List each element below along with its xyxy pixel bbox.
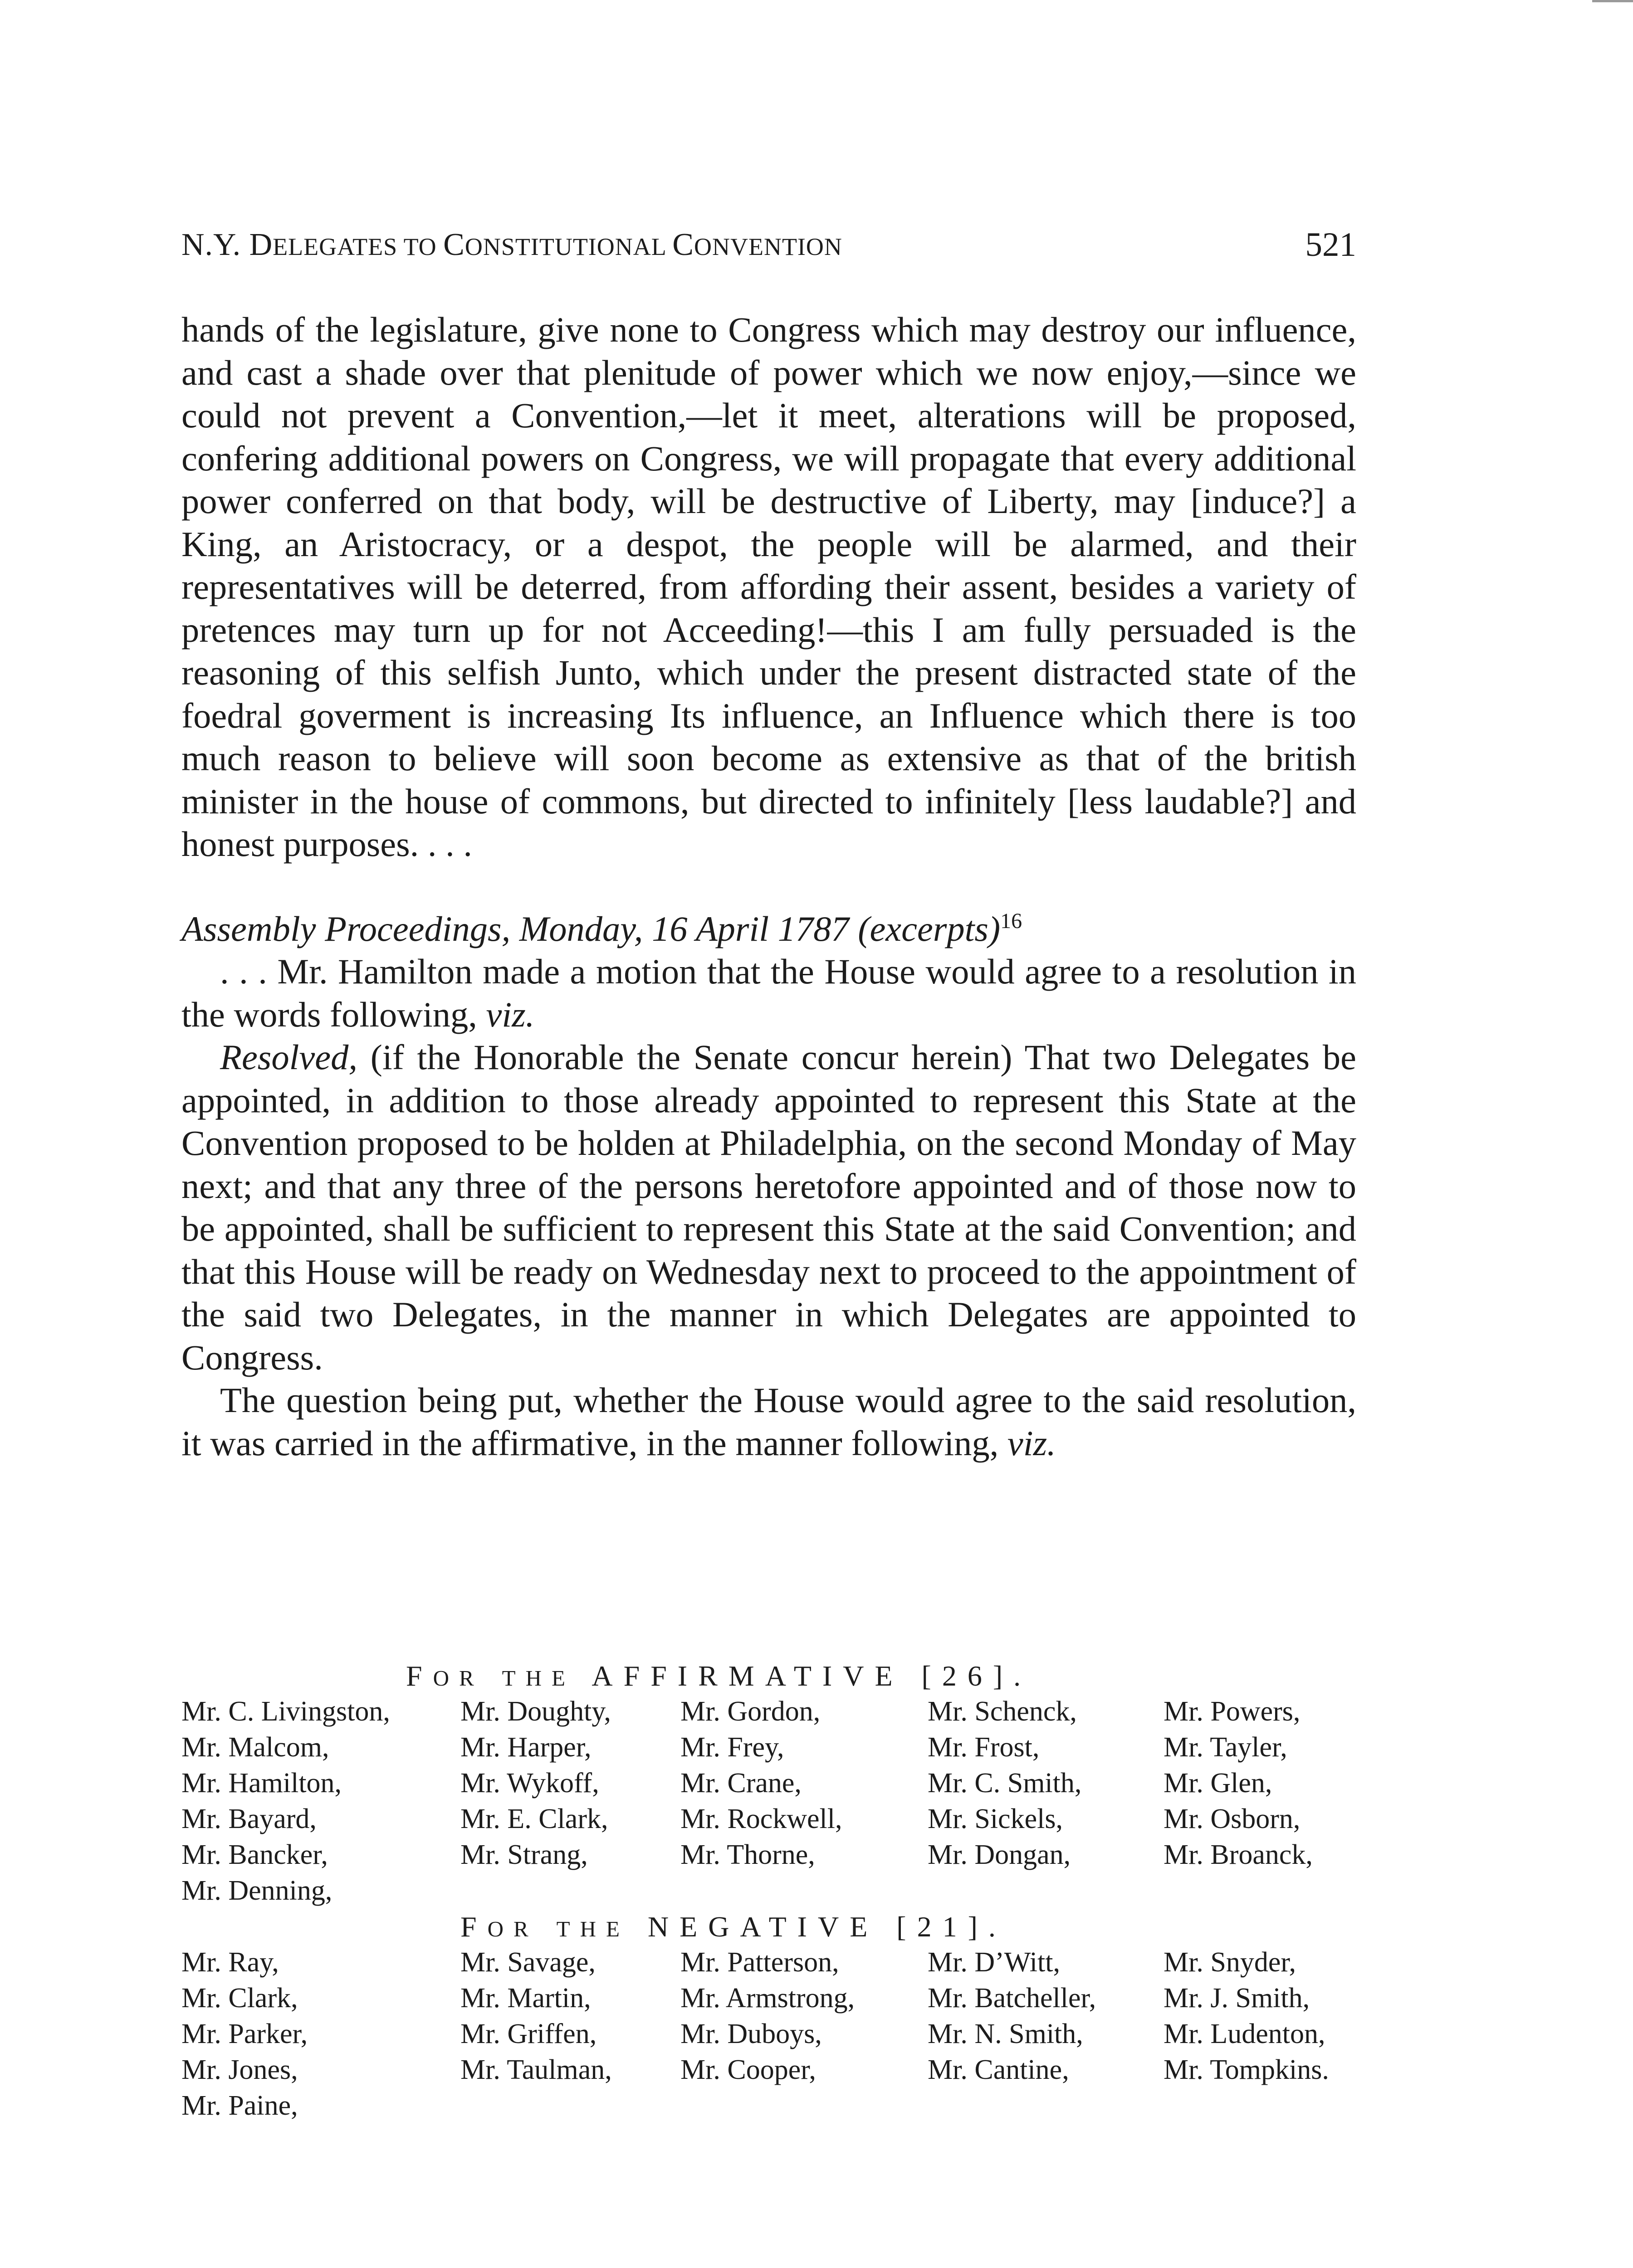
affirmative-name: Mr. Harper, bbox=[460, 1732, 592, 1763]
negative-column-4 bbox=[928, 1945, 1096, 2088]
section-heading: Assembly Proceedings, Monday, 16 April 1787 (excerpts)$^{16}$ bbox=[181, 909, 1022, 948]
affirmative-column-5 bbox=[1164, 1694, 1313, 1873]
page-edge-mark bbox=[1592, 0, 1633, 2]
affirmative-name: Mr. Strang, bbox=[460, 1839, 588, 1870]
negative-name: Mr. Taulman, bbox=[460, 2054, 612, 2085]
affirmative-name: Mr. Sickels, bbox=[928, 1804, 1063, 1834]
paragraph-resolution: Resolved, (if the Honorable the Senate concur herein) That two Delegates be appointed, in addition to those already appointed to represent this State at the Convention proposed to be holden at Philadelphia, on the second Monday of May next; and that any three of the persons heretofore appointed and of those now to be appointed, shall be sufficient to represent this State at the said Convention; and that this House will be ready on Wednesday next to proceed to the appointment of the said two Delegates, in the manner in which Delegates are appointed to Congress. bbox=[181, 1037, 1356, 1377]
affirmative-name: Mr. Hamilton, bbox=[181, 1768, 342, 1799]
negative-name: Mr. Parker, bbox=[181, 2019, 308, 2049]
footnote-reference: 16 bbox=[1000, 909, 1022, 933]
negative-name: Mr. Duboys, bbox=[680, 2019, 822, 2049]
affirmative-name: Mr. Dongan, bbox=[928, 1839, 1071, 1870]
negative-name: Mr. N. Smith, bbox=[928, 2019, 1083, 2049]
negative-column-5 bbox=[1164, 1945, 1329, 2088]
affirmative-name: Mr. Frost, bbox=[928, 1732, 1040, 1763]
negative-name: Mr. Tompkins. bbox=[1164, 2054, 1329, 2085]
affirmative-column-1 bbox=[181, 1694, 390, 1909]
negative-name: Mr. Clark, bbox=[181, 1983, 298, 2014]
page-number: 521 bbox=[1305, 226, 1356, 264]
negative-name: Mr. Griffen, bbox=[460, 2019, 597, 2049]
negative-column-2 bbox=[460, 1945, 612, 2088]
negative-name: Mr. Patterson, bbox=[680, 1947, 839, 1978]
affirmative-name: Mr. Bancker, bbox=[181, 1839, 328, 1870]
negative-name: Mr. Batcheller, bbox=[928, 1983, 1096, 2014]
affirmative-name: Mr. Crane, bbox=[680, 1768, 802, 1799]
negative-name: Mr. Cantine, bbox=[928, 2054, 1069, 2085]
affirmative-name: Mr. Broanck, bbox=[1164, 1839, 1313, 1870]
negative-name: Mr. Armstrong, bbox=[680, 1983, 855, 2014]
negative-name: Mr. Savage, bbox=[460, 1947, 596, 1978]
affirmative-name: Mr. Malcom, bbox=[181, 1732, 329, 1763]
affirmative-column-2 bbox=[460, 1694, 611, 1873]
affirmative-name: Mr. Denning, bbox=[181, 1875, 332, 1906]
negative-name: Mr. Ludenton, bbox=[1164, 2019, 1325, 2049]
affirmative-column-4 bbox=[928, 1694, 1081, 1873]
affirmative-name: Mr. Powers, bbox=[1164, 1696, 1301, 1727]
negative-name: Mr. Jones, bbox=[181, 2054, 298, 2085]
affirmative-name: Mr. Tayler, bbox=[1164, 1732, 1287, 1763]
negative-name: Mr. J. Smith, bbox=[1164, 1983, 1310, 2014]
body-text bbox=[181, 308, 1356, 1465]
affirmative-name: Mr. Osborn, bbox=[1164, 1804, 1301, 1834]
affirmative-name: Mr. Schenck, bbox=[928, 1696, 1077, 1727]
affirmative-name: Mr. Bayard, bbox=[181, 1804, 317, 1834]
negative-name: Mr. Martin, bbox=[460, 1983, 591, 2014]
affirmative-name: Mr. Wykoff, bbox=[460, 1768, 599, 1799]
affirmative-name: Mr. C. Smith, bbox=[928, 1768, 1082, 1799]
affirmative-name: Mr. Glen, bbox=[1164, 1768, 1272, 1799]
affirmative-name: Mr. Thorne, bbox=[680, 1839, 815, 1870]
running-head-title: N.Y. DELEGATES TO CONSTITUTIONAL CONVENTION bbox=[181, 227, 842, 262]
negative-name: Mr. Cooper, bbox=[680, 2054, 816, 2085]
affirmative-name: Mr. Frey, bbox=[680, 1732, 784, 1763]
negative-column-1 bbox=[181, 1945, 308, 2124]
negative-column-3 bbox=[680, 1945, 855, 2088]
negative-name: Mr. Paine, bbox=[181, 2090, 298, 2121]
affirmative-name: Mr. Gordon, bbox=[680, 1696, 821, 1727]
affirmative-name: Mr. E. Clark, bbox=[460, 1804, 608, 1834]
negative-name: Mr. Snyder, bbox=[1164, 1947, 1296, 1978]
paragraph-motion: . . . Mr. Hamilton made a motion that the House would agree to a resolution in the words following, viz. bbox=[181, 952, 1356, 1034]
running-head bbox=[181, 220, 1356, 270]
affirmative-heading: FOR THE AFFIRMATIVE [26]. bbox=[406, 1660, 1032, 1692]
paragraph-letter-excerpt: hands of the legislature, give none to Congress which may destroy our influence, and cast a shade over that plenitude of power which we now enjoy,—since we could not prevent a Convention,—let it meet, alterations will be proposed, confering additional powers on Congress, we will propagate that every additional power conferred on that body, will be destructive of Liberty, may [induce?] a King, an Aristocracy, or a despot, the people will be alarmed, and their representatives will be deterred, from affording their assent, besides a variety of pretences may turn up for not Acceeding!—this I am fully persuaded is the reasoning of this selfish Junto, which under the present distracted state of the foedral goverment is increasing Its influence, an Influence which there is too much reason to believe will soon become as extensive as that of the british minister in the house of commons, but directed to infinitely [less laudable?] and honest purposes. . . . bbox=[181, 310, 1356, 864]
negative-heading: FOR THE NEGATIVE [21]. bbox=[460, 1911, 1007, 1943]
negative-name: Mr. Ray, bbox=[181, 1947, 279, 1978]
negative-name: Mr. D’Witt, bbox=[928, 1947, 1060, 1978]
affirmative-name: Mr. Rockwell, bbox=[680, 1804, 842, 1834]
affirmative-column-3 bbox=[680, 1694, 842, 1873]
affirmative-name: Mr. Doughty, bbox=[460, 1696, 611, 1727]
affirmative-name: Mr. C. Livingston, bbox=[181, 1696, 390, 1727]
paragraph-question: The question being put, whether the House would agree to the said resolution, it was carried in the affirmative, in the manner following, viz. bbox=[181, 1380, 1356, 1463]
